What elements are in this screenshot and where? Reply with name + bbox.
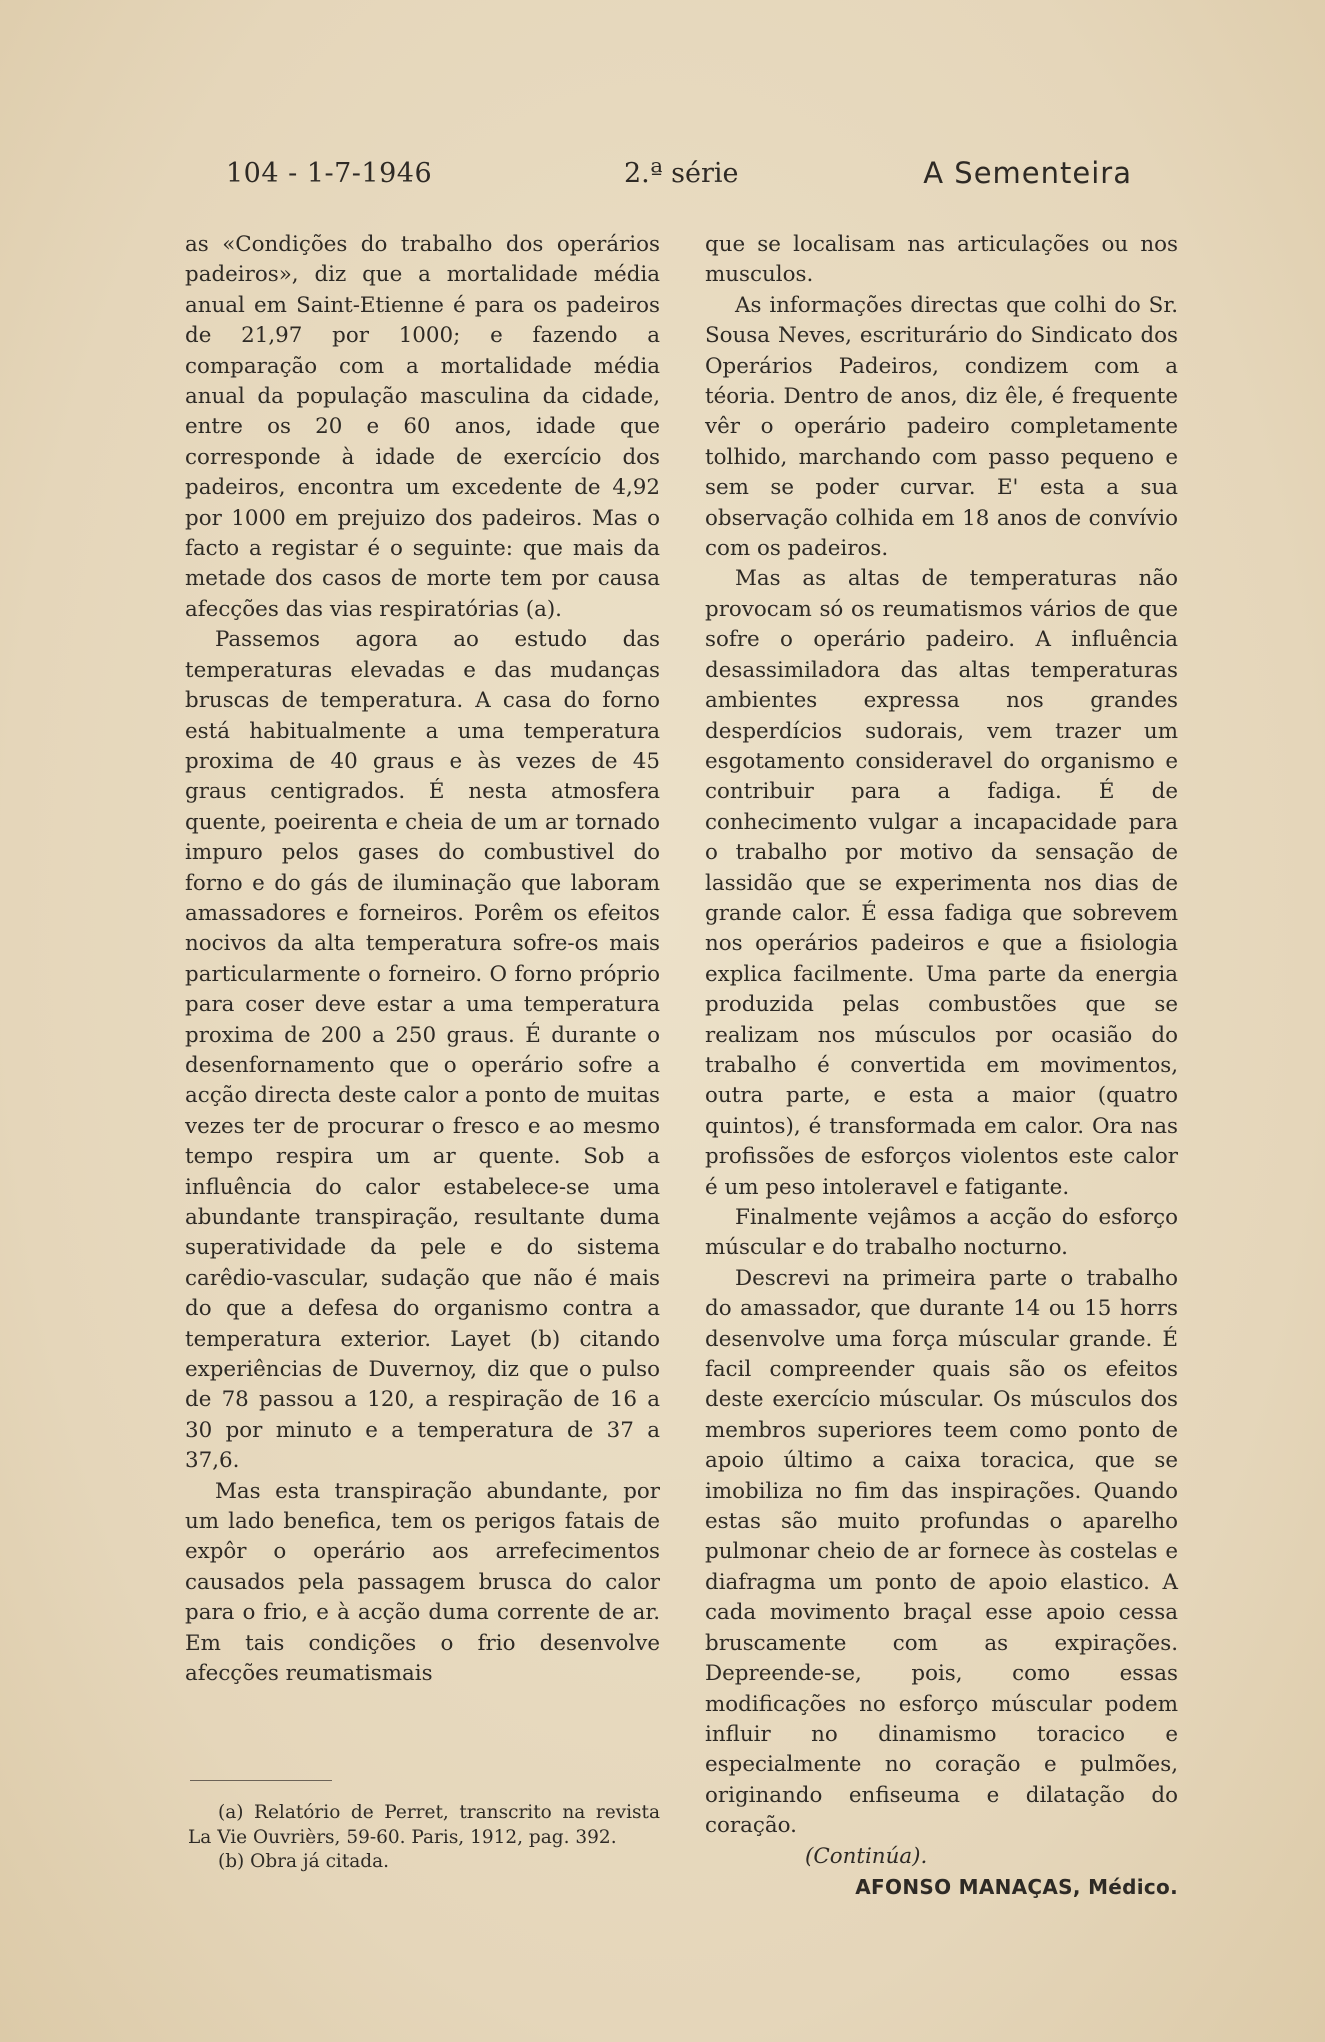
page-header bbox=[226, 158, 1132, 198]
author-title: Médico. bbox=[1088, 1874, 1178, 1899]
continua-note: (Continúa). bbox=[805, 1843, 928, 1869]
right-paragraph-3: Mas as altas de temperaturas não provocam só os reumatismos vários de que sofre o operário padeiro. A influência desassimiladora das altas temperaturas ambientes expressa nos grandes desperdícios sudorais, vem trazer um esgotamento consideravel do organismo e contribuir para a fadiga. É de conhecimento vulgar a incapacidade para o trabalho por motivo da sensação de lassidão que se experimenta nos dias de grande calor. É essa fadiga que sobrevem nos operários padeiros e que a fisiologia explica facilmente. Uma parte da energia produzida pelas combustões que se realizam nos músculos por ocasião do trabalho é convertida em movimentos, outra parte, e esta a maior (quatro quintos), é transformada em calor. Ora nas profissões de esforços violentos este calor é um peso intoleravel e fatigante. bbox=[705, 566, 1178, 1200]
author-signature bbox=[705, 1872, 1178, 1902]
right-column bbox=[705, 230, 1178, 1902]
right-paragraph-4: Finalmente vejâmos a acção do esforço múscular e do trabalho nocturno. bbox=[705, 1205, 1178, 1261]
footnotes bbox=[188, 1801, 660, 1875]
left-paragraph-3: Mas esta transpiração abundante, por um lado benefica, tem os perigos fatais de expôr o operário aos arrefecimentos causados pela passagem brusca do calor para o frio, e à acção duma corrente de ar. Em tais condições o frio desenvolve afecções reumatismais bbox=[185, 1478, 660, 1687]
footnote-divider bbox=[190, 1780, 332, 1781]
footnote-b: (b) Obra já citada. bbox=[218, 1851, 390, 1872]
right-paragraph-2: As informações directas que colhi do Sr. Sousa Neves, escriturário do Sindicato dos Operários Padeiros, condizem com a téoria. Dentro de anos, diz êle, é frequente vêr o operário padeiro completamente tolhido, marchando com passo pequeno e sem se poder curvar. E' esta a sua observação colhida em 18 anos de convívio com os padeiros. bbox=[705, 292, 1178, 562]
page-number-date: 104 - 1-7-1946 bbox=[226, 158, 433, 189]
publication-title: A Sementeira bbox=[923, 156, 1132, 190]
author-name: AFONSO MANAÇAS, bbox=[855, 1874, 1081, 1899]
right-paragraph-5: Descrevi na primeira parte o trabalho do amassador, que durante 14 ou 15 horrs desenvolve uma força múscular grande. É facil compreender quais são os efeitos deste exercício múscular. Os músculos dos membros superiores teem como ponto de apoio último a caixa toracica, que se imobiliza no fim das inspirações. Quando estas são muito profundas o aparelho pulmonar cheio de ar fornece às costelas e diafragma um ponto de apoio elastico. A cada movimento braçal esse apoio cessa bruscamente com as expirações. Depreende-se, pois, como essas modificações no esforço múscular podem influir no dinamismo toracico e especialmente no coração e pulmões, originando enfiseuma e dilatação do coração. bbox=[705, 1265, 1178, 1839]
left-column bbox=[185, 230, 660, 1690]
left-paragraph-2: Passemos agora ao estudo das temperaturas elevadas e das mudanças bruscas de temperatura. A casa do forno está habitualmente a uma temperatura proxima de 40 graus e às vezes de 45 graus centigrados. É nesta atmosfera quente, poeirenta e cheia de um ar tornado impuro pelos gases do combustivel do forno e do gás de iluminação que laboram amassadores e forneiros. Porêm os efeitos nocivos da alta temperatura sofre-os mais particularmente o forneiro. O forno próprio para coser deve estar a uma temperatura proxima de 200 a 250 graus. É durante o desenfornamento que o operário sofre a acção directa deste calor a ponto de muitas vezes ter de procurar o fresco e ao mesmo tempo respira um ar quente. Sob a influência do calor estabelece-se uma abundante transpiração, resultante duma superatividade da pele e do sistema carêdio-vascular, sudação que não é mais do que a defesa do organismo contra a temperatura exterior. Layet (b) citando experiências de Duvernoy, diz que o pulso de 78 passou a 120, a respiração de 16 a 30 por minuto e a temperatura de 37 a 37,6. bbox=[185, 627, 660, 1474]
footnote-a: (a) Relatório de Perret, transcrito na revista La Vie Ouvrièrs, 59-60. Paris, 1912, pag. 392. bbox=[188, 1802, 660, 1848]
right-paragraph-1: que se localisam nas articulações ou nos musculos. bbox=[705, 232, 1178, 288]
series-label: 2.ª série bbox=[624, 158, 739, 189]
left-paragraph-1: as «Condições do trabalho dos operários padeiros», diz que a mortalidade média anual em Saint-Etienne é para os padeiros de 21,97 por 1000; e fazendo a comparação com a mortalidade média anual da população masculina da cidade, entre os 20 e 60 anos, idade que corresponde à idade de exercício dos padeiros, encontra um excedente de 4,92 por 1000 em prejuizo dos padeiros. Mas o facto a registar é o seguinte: que mais da metade dos casos de morte tem por causa afecções das vias respiratórias (a). bbox=[185, 232, 660, 622]
